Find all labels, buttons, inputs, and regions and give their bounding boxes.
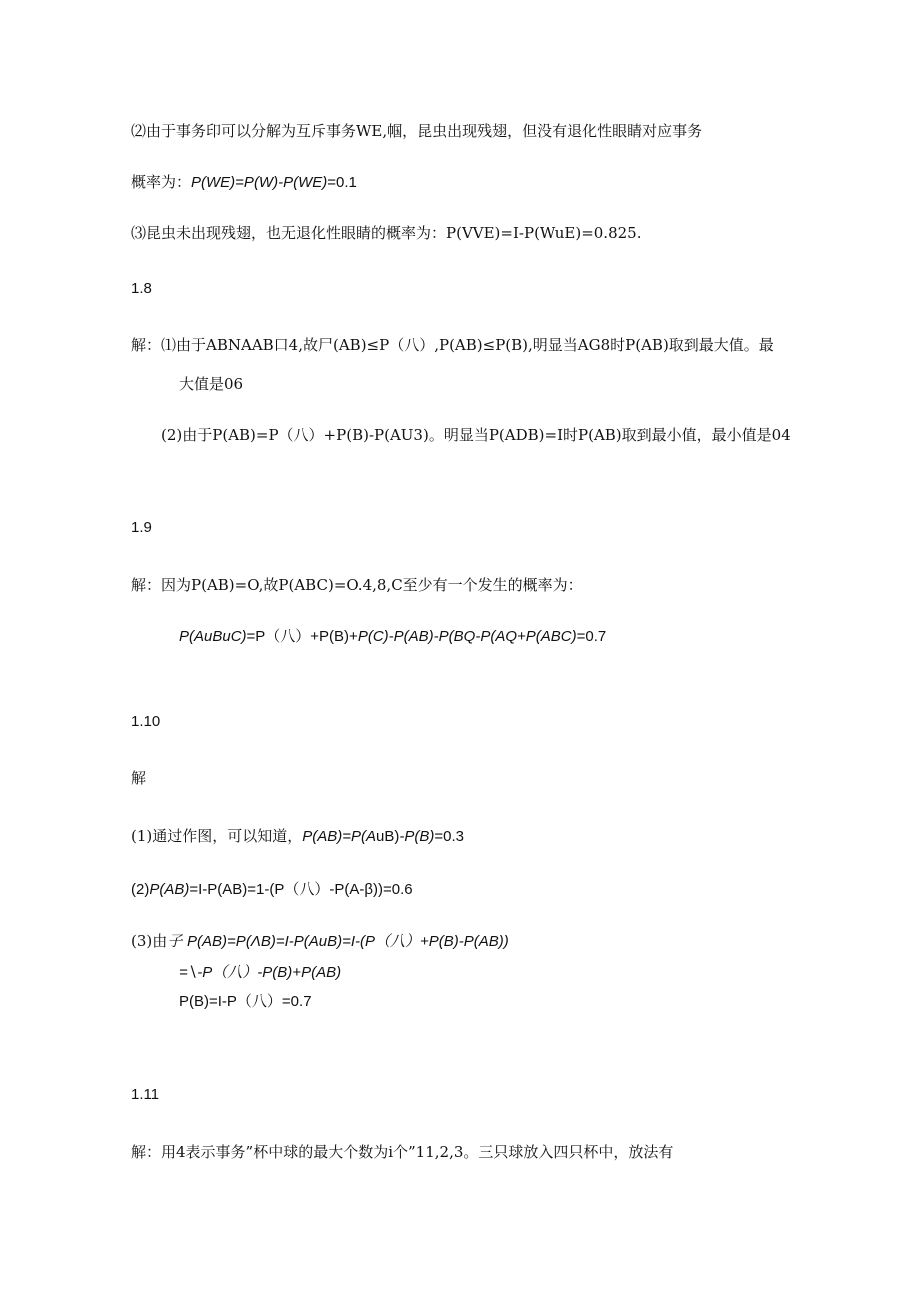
text-span: uB) <box>376 828 400 845</box>
text-line <box>179 374 243 394</box>
section-heading <box>131 518 152 538</box>
text-line <box>131 931 509 952</box>
formula-span: P(AB)=P(ΛB)=I-P(AuB)=I-(P（八）+P(B)-P(AB)) <box>187 933 509 950</box>
text-line <box>179 626 606 647</box>
text-span: (2) <box>131 881 150 898</box>
formula-span: P(WE)=P(W)-P(WE) <box>191 174 328 191</box>
text-span: =I-P(AB)=1-(P（八）-P(A-β))=0.6 <box>189 881 413 898</box>
text-span: P(B)=I-P（八）=0.7 <box>179 993 312 1010</box>
section-number: 1.9 <box>131 519 152 536</box>
text-line <box>131 121 702 141</box>
formula-span: P(AB) <box>149 881 190 898</box>
text-span: =0.3 <box>434 828 464 845</box>
text-span: (2)由于P(AB)=P（八）+P(B)-P(AU3)。明显当P(ADB)=I时P(AB)取到最小值，最小值是04 <box>161 426 791 444</box>
section-number: 1.8 <box>131 280 152 297</box>
text-span: 解：⑴由于ABNAAB口4,故尸(AB)≤P（八）,P(AB)≤P(B),明显当AG8时P(AB)取到最大值。最 <box>131 336 774 354</box>
text-span: =0.1 <box>327 174 357 191</box>
text-span: (1)通过作图，可以知道， <box>131 827 303 845</box>
formula-span: P(C)-P(AB)-P(BQ-P(AQ+P(ABC) <box>357 628 577 645</box>
section-number: 1.10 <box>131 713 161 730</box>
text-line <box>131 879 413 900</box>
text-line <box>161 425 791 445</box>
text-line <box>131 768 146 788</box>
text-line <box>131 335 774 355</box>
text-line <box>131 223 641 243</box>
text-span: (3)由 <box>131 932 168 950</box>
text-span: 子 <box>167 932 183 950</box>
text-line <box>131 1142 673 1162</box>
text-line <box>179 992 312 1012</box>
text-span: =P（八）+P(B)+ <box>246 628 358 645</box>
text-span: =0.7 <box>576 628 607 645</box>
section-heading <box>131 1085 159 1105</box>
text-span: ⑶昆虫未出现残翅，也无退化性眼睛的概率为：P(VVE)=I-P(WuE)=0.825. <box>131 224 642 242</box>
text-line <box>131 172 357 193</box>
text-span: 解：用4表示事务”杯中球的最大个数为i个”11,2,3。三只球放入四只杯中，放法有 <box>131 1143 674 1161</box>
text-line <box>179 962 341 983</box>
text-span: ⑵由于事务印可以分解为互斥事务WE,帼，昆虫出现残翅，但没有退化性眼睛对应事务 <box>131 122 703 140</box>
text-span: 概率为： <box>131 173 192 191</box>
text-line <box>131 575 583 595</box>
text-span: 解 <box>131 769 147 787</box>
text-line <box>131 826 464 847</box>
section-number: 1.11 <box>131 1086 160 1103</box>
formula-span: -P(B) <box>399 828 435 845</box>
section-heading <box>131 712 160 732</box>
formula-span: P(AB)=P(A <box>302 828 377 845</box>
text-span: 大值是06 <box>179 375 244 393</box>
formula-span: P(AuBuC) <box>179 628 247 645</box>
section-heading <box>131 279 152 299</box>
formula-span: =∖-P（八）-P(B)+P(AB) <box>179 964 342 981</box>
text-span: 解：因为P(AB)=O,故P(ABC)=O.4,8,C至少有一个发生的概率为： <box>131 576 583 594</box>
